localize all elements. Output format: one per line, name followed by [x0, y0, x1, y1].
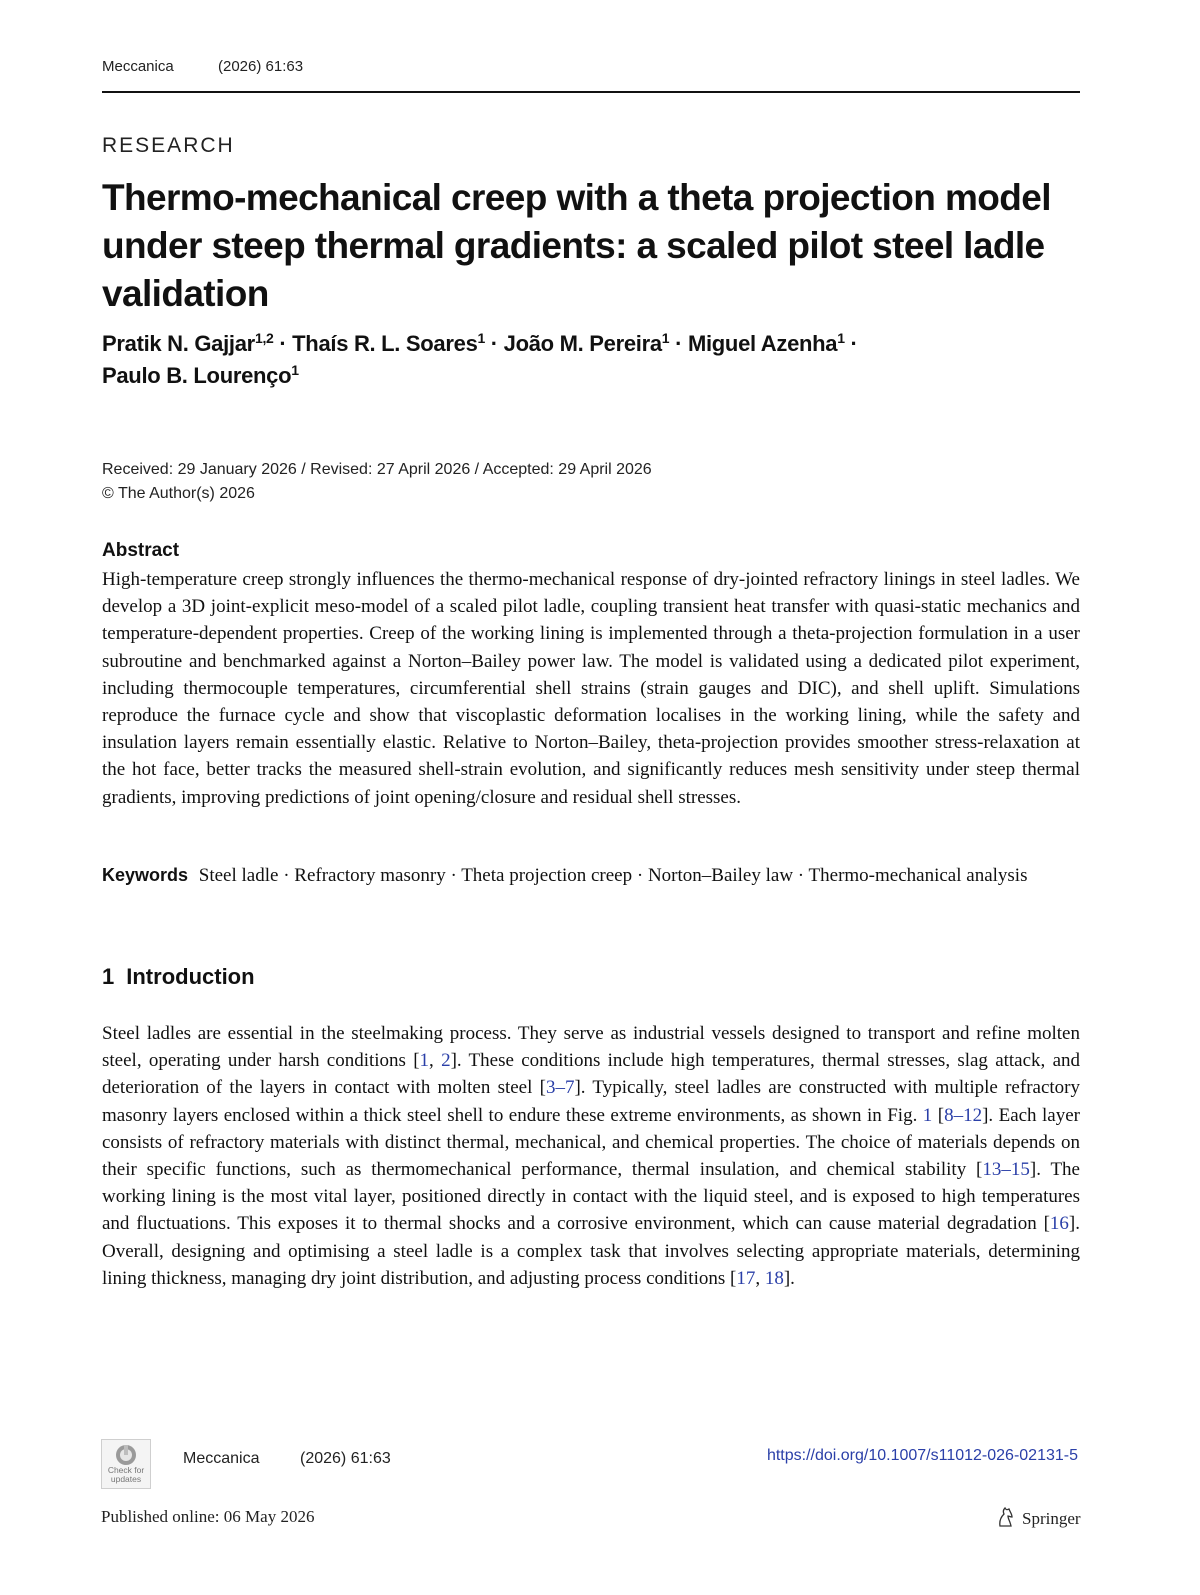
introduction-paragraph: Steel ladles are essential in the steelmaking process. They serve as industrial vessels designed to transport and refine molten steel, operating under harsh conditions [1, 2]. These conditions include high temperatures, thermal stresses, slag attack, and deterioration of the layers in contact with molten steel [3–7]. Typically, steel ladles are constructed with multiple refractory masonry layers enclosed within a thick steel shell to endure these extreme environments, as shown in Fig. 1 [8–12]. Each layer consists of refractory materials with distinct thermal, mechanical, and chemical properties. The choice of materials depends on their specific functions, such as thermomechanical performance, thermal insulation, and chemical stability [13–15]. The working lining is the most vital layer, positioned directly in contact with the liquid steel, and is exposed to high temperatures and fluctuations. This exposes it to thermal shocks and a corrosive environment, which can cause material degradation [16]. Overall, designing and optimising a steel ladle is a complex task that involves selecting appropriate materials, determining lining thickness, managing dry joint distribution, and adjusting process conditions [17, 18].: [102, 1023, 1080, 1289]
keyword: Theta projection creep: [461, 865, 633, 886]
abstract-heading: Abstract: [102, 540, 180, 561]
citation-link[interactable]: 13–15: [982, 1159, 1030, 1181]
doi-link[interactable]: https://doi.org/10.1007/s11012-026-02131-5: [766, 1447, 1078, 1464]
citation-link[interactable]: 16: [1049, 1213, 1069, 1235]
section-title: Introduction: [126, 964, 255, 989]
author-name: Thaís R. L. Soares$^1$: [292, 330, 485, 356]
published-online-date: Published online: 06 May 2026: [101, 1507, 315, 1526]
author-affiliation: 1: [837, 330, 845, 346]
keyword: Refractory masonry: [294, 865, 446, 886]
article-type-label: RESEARCH: [102, 134, 235, 157]
copyright-notice: © The Author(s) 2026: [102, 485, 255, 502]
header-citation: (2026) 61:63: [218, 58, 304, 75]
keywords-label: Keywords: [102, 865, 189, 885]
keyword: Steel ladle: [198, 865, 279, 886]
keywords-list: Steel ladle · Refractory masonry · Theta projection creep · Norton–Bailey law · Thermo-mechanical analysis: [198, 865, 1028, 886]
abstract-text: High-temperature creep strongly influences the thermo-mechanical response of dry-jointed refractory linings in steel ladles. We develop a 3D joint-explicit meso-model of a scaled pilot ladle, coupling transient heat transfer with quasi-static mechanics and temperature-dependent properties. Creep of the working lining is implemented through a theta-projection formulation in a user subroutine and benchmarked against a Norton–Bailey power law. The model is validated using a dedicated pilot experiment, including thermocouple temperatures, circumferential shell strains (strain gauges and DIC), and shell uplift. Simulations reproduce the furnace cycle and show that viscoplastic deformation localises in the working lining, while the safety and insulation layers remain essentially elastic. Relative to Norton–Bailey, theta-projection provides smoother stress-relaxation at the hot face, better tracks the measured shell-strain evolution, and significantly reduces mesh sensitivity under steep thermal gradients, improving predictions of joint opening/closure and residual shell stresses.: [102, 569, 1080, 808]
citation-link[interactable]: 3–7: [545, 1077, 575, 1099]
citation-link[interactable]: 1: [419, 1050, 430, 1072]
running-header: [102, 58, 1080, 80]
citation-link[interactable]: 8–12: [944, 1104, 983, 1126]
section-number: 1: [102, 964, 115, 989]
citation-link[interactable]: 17: [736, 1267, 756, 1289]
author-name: Miguel Azenha$^1$: [687, 330, 845, 356]
publisher-name: Springer: [1022, 1509, 1081, 1528]
article-dates: [102, 458, 652, 506]
author-list: Pratik N. Gajjar$^{1,2}$ · Thaís R. L. Soares$^1$ · João M. Pereira$^1$ · Miguel Azenha$^1$ · Paulo B. Lourenço$^1$: [102, 330, 858, 388]
author-affiliation: 1: [291, 362, 299, 378]
keyword: Thermo-mechanical analysis: [808, 865, 1028, 886]
check-for-updates-label: Check for updates: [107, 1465, 145, 1484]
springer-horse-icon: [996, 1506, 1016, 1528]
publisher-mark: [996, 1506, 1081, 1532]
author-name: Paulo B. Lourenço$^1$: [102, 362, 299, 388]
keywords-block: [102, 862, 1080, 889]
citation-link[interactable]: 18: [764, 1267, 784, 1289]
footer-journal-name: Meccanica: [183, 1450, 260, 1467]
author-affiliation: 1: [661, 330, 670, 346]
keyword: Norton–Bailey law: [647, 865, 794, 886]
author-affiliation: 1,2: [254, 330, 274, 346]
header-rule: [102, 91, 1080, 93]
received-revised-accepted-dates: Received: 29 January 2026 / Revised: 27 April 2026 / Accepted: 29 April 2026: [102, 461, 652, 478]
check-for-updates-badge[interactable]: [101, 1439, 151, 1489]
header-journal-name: Meccanica: [102, 58, 174, 75]
article-title: Thermo-mechanical creep with a theta projection model under steep thermal gradients: a scaled pilot steel ladle validation: [102, 177, 1051, 314]
footer-citation: (2026) 61:63: [300, 1450, 391, 1467]
author-affiliation: 1: [477, 330, 485, 346]
author-name: João M. Pereira$^1$: [503, 330, 670, 356]
section-heading-introduction: [102, 964, 255, 990]
crossmark-icon: [114, 1443, 138, 1467]
citation-link[interactable]: 1: [922, 1104, 933, 1126]
citation-link[interactable]: 2: [441, 1050, 451, 1072]
author-name: Pratik N. Gajjar$^{1,2}$: [102, 330, 274, 356]
